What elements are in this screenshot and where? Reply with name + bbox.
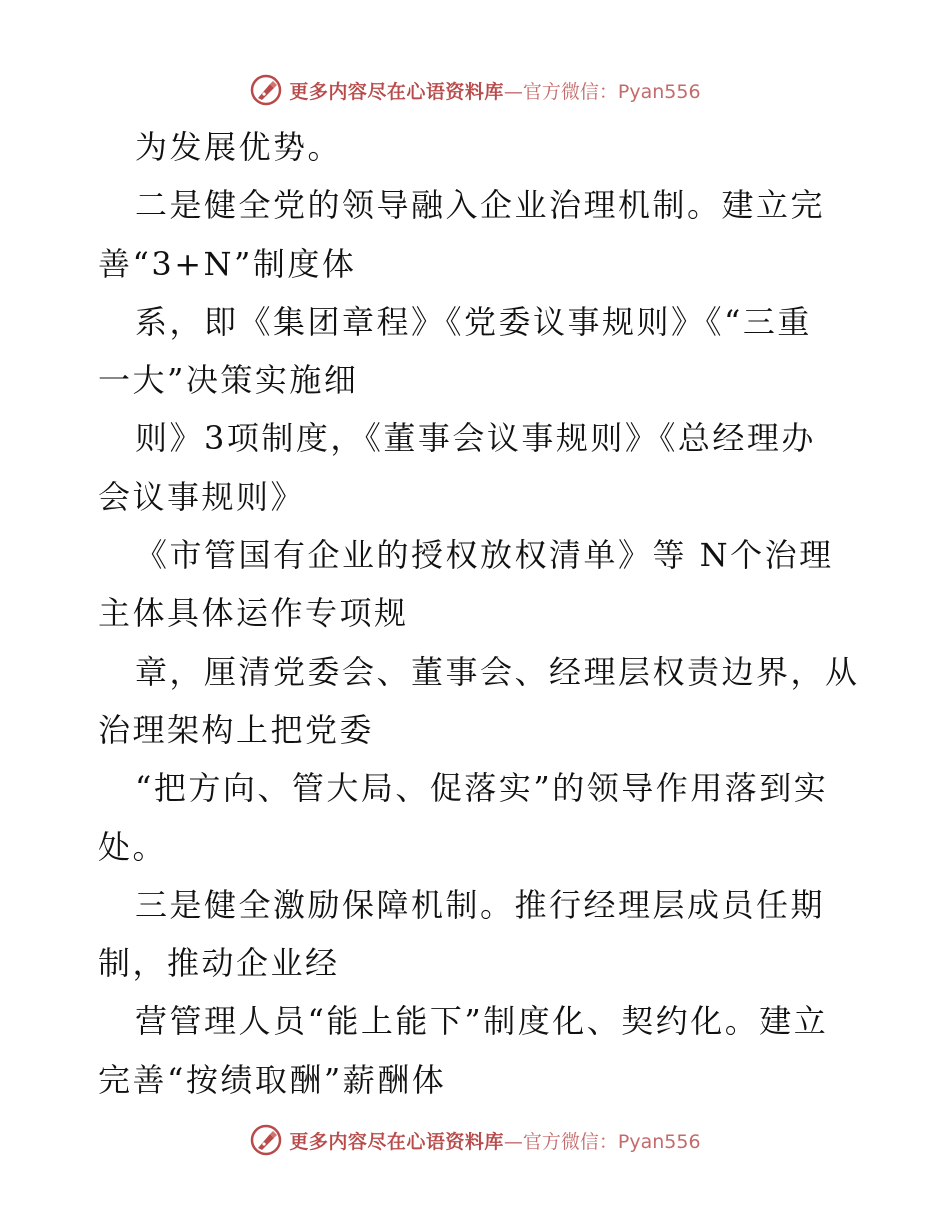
text-line: “把方向、管大局、促落实”的领导作用落到实: [135, 769, 829, 808]
banner-wechat: —官方微信：Pyan556: [503, 1130, 701, 1153]
banner-wechat: —官方微信：Pyan556: [503, 80, 701, 103]
text-line: 则》3项制度，《董事会议事规则》《总经理办: [135, 419, 816, 458]
pen-nib-logo-icon: [249, 73, 283, 107]
text-line: 会议事规则》: [98, 477, 306, 516]
text-line: 营管理人员“能上能下”制度化、契约化。建立: [135, 1002, 829, 1041]
text-line: 制，推动企业经: [98, 944, 340, 983]
text-line: 系，即《集团章程》《党委议事规则》《“三重: [135, 302, 812, 341]
text-line: 主体具体运作专项规: [98, 594, 409, 633]
banner-title: 更多内容尽在心语资料库: [289, 1130, 504, 1153]
text-line: 完善“按绩取酬”薪酬体: [98, 1060, 447, 1099]
document-body: [98, 118, 868, 1109]
footer-watermark-banner: [0, 1120, 950, 1160]
text-line: 章，厘清党委会、董事会、经理层权责边界，从: [135, 652, 860, 691]
text-line: 为发展优势。: [135, 128, 343, 166]
header-watermark-banner: [0, 70, 950, 110]
text-line: 《市管国有企业的授权放权清单》等 N个治理: [135, 536, 834, 575]
text-line: 三是健全激励保障机制。推行经理层成员任期: [135, 885, 826, 924]
banner-title: 更多内容尽在心语资料库: [289, 80, 504, 103]
text-line: 善“3+N”制度体: [98, 244, 357, 283]
text-line: 处。: [98, 827, 168, 866]
text-line: 一大”决策实施细: [98, 361, 359, 400]
text-line: 治理架构上把党委: [98, 710, 375, 749]
pen-nib-logo-icon: [249, 1123, 283, 1157]
text-line: 二是健全党的领导融入企业治理机制。建立完: [135, 186, 826, 225]
